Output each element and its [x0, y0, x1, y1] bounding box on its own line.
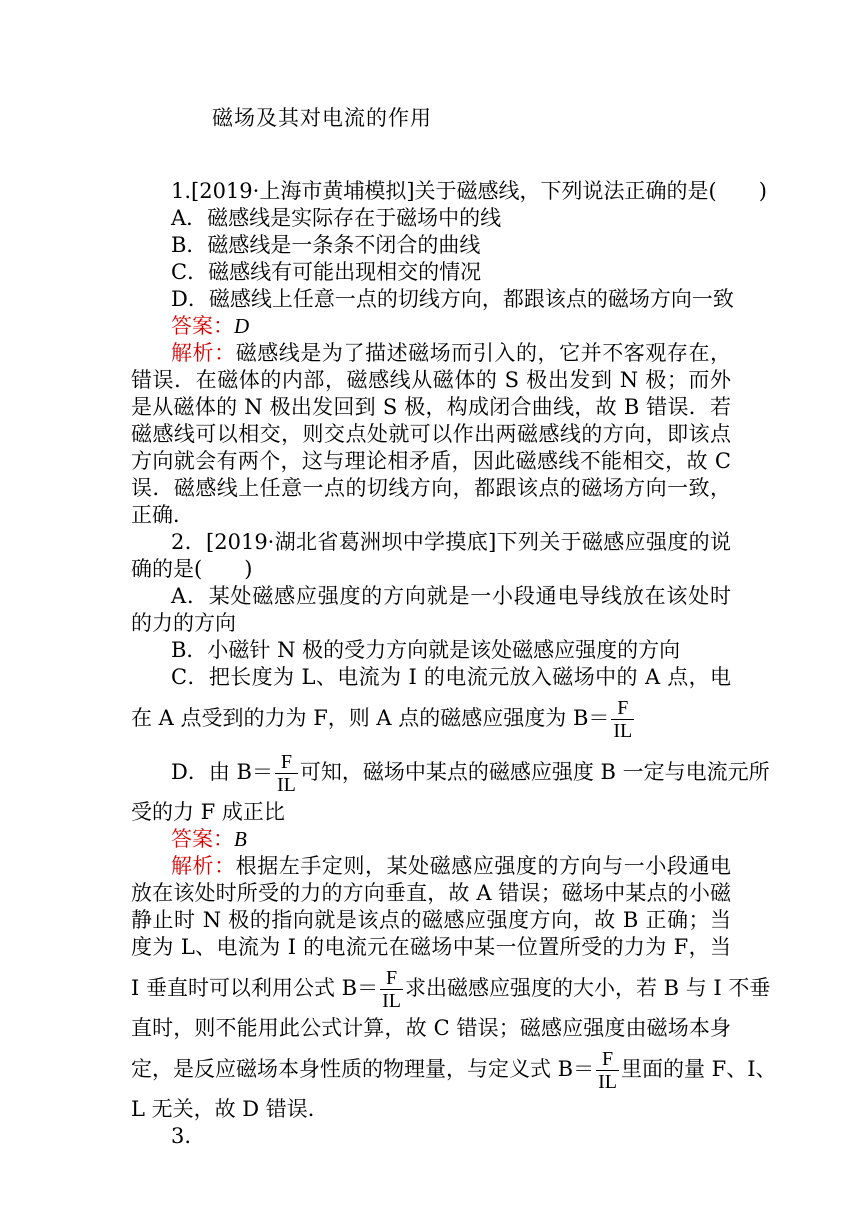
q2-analysis-line: 放在该处时所受的力的方向垂直，故 A 错误；磁场中某点的小磁 — [131, 881, 731, 905]
q2-analysis-text: I 垂直时可以利用公式 B＝ — [131, 976, 379, 1000]
q1-analysis-line: 正确． — [131, 503, 194, 527]
fraction-f-over-il — [275, 751, 298, 796]
q2-answer-label: 答案： — [171, 827, 234, 851]
q1-analysis-text: 磁感线是为了描述磁场而引入的，它并不客观存在， — [235, 341, 731, 365]
q1-analysis-line: 是从磁体的 N 极出发回到 S 极，构成闭合曲线，故 B 错误．若 — [131, 395, 731, 419]
q2-answer-value: B — [234, 827, 247, 851]
question-content — [131, 178, 777, 1150]
q2-analysis-line: L 无关，故 D 错误． — [131, 1097, 329, 1121]
q2-option-d-pre: D．由 B＝ — [171, 760, 273, 784]
q2-option-d-cont: 受的力 F 成正比 — [131, 800, 285, 824]
fraction-f-over-il — [611, 697, 634, 742]
q2-option-c-cont — [131, 691, 731, 745]
q1-option-a: A．磁感线是实际存在于磁场中的线 — [171, 206, 502, 230]
fraction-f-over-il — [380, 967, 403, 1012]
fraction-denominator: IL — [382, 990, 401, 1012]
fraction-denominator: IL — [276, 774, 296, 796]
q2-analysis-line: 度为 L、电流为 I 的电流元在磁场中某一位置所受的力为 F，当 — [131, 935, 731, 959]
q1-analysis-label: 解析： — [171, 341, 236, 365]
q1-analysis-line — [131, 340, 731, 367]
q1-answer-label: 答案： — [171, 314, 234, 338]
fraction-numerator: F — [611, 697, 634, 720]
fraction-f-over-il — [596, 1048, 619, 1093]
q2-option-d — [131, 745, 770, 799]
fraction-denominator: IL — [613, 720, 633, 742]
q1-option-b: B．磁感线是一条条不闭合的曲线 — [171, 233, 481, 257]
q1-option-d: D．磁感线上任意一点的切线方向，都跟该点的磁场方向一致 — [171, 287, 734, 311]
q1-stem: 1.[2019·上海市黄埔模拟]关于磁感线，下列说法正确的是( ) — [171, 179, 767, 203]
q1-answer-value: D — [234, 314, 250, 338]
q2-analysis-line — [131, 853, 731, 880]
q2-analysis-label: 解析： — [171, 854, 236, 878]
q2-stem-cont: 确的是( ) — [131, 557, 253, 581]
q1-analysis-line: 误．磁感线上任意一点的切线方向，都跟该点的磁场方向一致， — [131, 476, 731, 500]
q2-option-a: A．某处磁感应强度的方向就是一小段通电导线放在该处时 — [171, 584, 731, 608]
q2-analysis-text: 求出磁感应强度的大小，若 B 与 I 不垂 — [404, 976, 771, 1000]
fraction-denominator: IL — [598, 1071, 617, 1093]
q2-analysis-line — [131, 1042, 777, 1096]
fraction-numerator: F — [275, 751, 298, 774]
q2-stem: 2．[2019·湖北省葛洲坝中学摸底]下列关于磁感应强度的说 — [171, 530, 731, 554]
q2-analysis-text: 根据左手定则，某处磁感应强度的方向与一小段通电 — [235, 854, 731, 878]
q1-analysis-line: 磁感线可以相交，则交点处就可以作出两磁感线的方向，即该点 — [131, 422, 731, 446]
fraction-numerator: F — [596, 1048, 619, 1071]
q2-analysis-line: 静止时 N 极的指向就是该点的磁感应强度方向，故 B 正确；当 — [131, 908, 731, 932]
page-title: 磁场及其对电流的作用 — [212, 106, 432, 130]
q1-option-c: C．磁感线有可能出现相交的情况 — [171, 260, 482, 284]
q1-analysis-line: 错误．在磁体的内部，磁感线从磁体的 S 极出发到 N 极；而外 — [131, 368, 731, 392]
q2-option-c: C．把长度为 L、电流为 I 的电流元放入磁场中的 A 点，电 — [171, 665, 731, 689]
q2-answer-line — [131, 826, 731, 853]
q2-option-c-text: 在 A 点受到的力为 F，则 A 点的磁感应强度为 B＝ — [131, 706, 610, 730]
q2-analysis-line — [131, 961, 771, 1015]
q1-answer-line — [131, 313, 731, 340]
q3-stem: 3. — [171, 1124, 192, 1148]
fraction-numerator: F — [380, 967, 403, 990]
q2-option-d-post: 可知，磁场中某点的磁感应强度 B 一定与电流元所 — [299, 760, 770, 784]
q2-option-a-cont: 的力的方向 — [131, 611, 236, 635]
q2-analysis-line: 直时，则不能用此公式计算，故 C 错误；磁感应强度由磁场本身 — [131, 1016, 731, 1040]
q1-analysis-line: 方向就会有两个，这与理论相矛盾，因此磁感线不能相交，故 C — [131, 449, 731, 473]
q2-analysis-text: 里面的量 F、I、 — [621, 1057, 777, 1081]
q2-analysis-text: 定，是反应磁场本身性质的物理量，与定义式 B＝ — [131, 1057, 595, 1081]
q2-option-b: B．小磁针 N 极的受力方向就是该处磁感应强度的方向 — [171, 638, 681, 662]
